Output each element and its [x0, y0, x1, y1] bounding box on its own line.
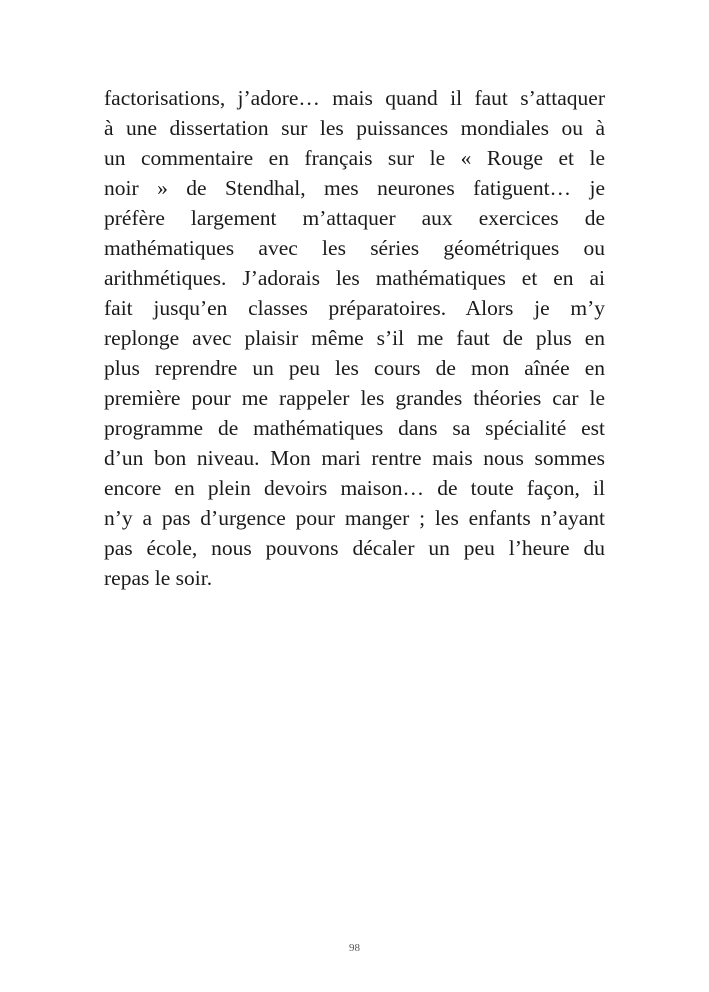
- text-line: repas le soir.: [104, 566, 213, 590]
- text-line: n’y a pas d’urgence pour manger ; les enfants n’ayant: [104, 506, 605, 530]
- text-line: arithmétiques. J’adorais les mathématiques et en ai: [104, 266, 605, 290]
- text-line: première pour me rappeler les grandes théories car le: [104, 386, 605, 410]
- text-line: programme de mathématiques dans sa spécialité est: [104, 416, 605, 440]
- text-line: un commentaire en français sur le « Rouge et le: [104, 146, 605, 170]
- text-line: mathématiques avec les séries géométriques ou: [104, 236, 605, 260]
- text-line: pas école, nous pouvons décaler un peu l’heure du: [104, 536, 605, 560]
- text-line: préfère largement m’attaquer aux exercices de: [104, 206, 605, 230]
- page-number: 98: [349, 942, 360, 954]
- text-line: noir » de Stendhal, mes neurones fatiguent… je: [104, 176, 605, 200]
- text-line: à une dissertation sur les puissances mondiales ou à: [104, 116, 605, 140]
- text-line: fait jusqu’en classes préparatoires. Alors je m’y: [104, 296, 605, 320]
- text-line: factorisations, j’adore… mais quand il faut s’attaquer: [104, 86, 605, 110]
- text-line: replonge avec plaisir même s’il me faut de plus en: [104, 326, 605, 350]
- text-line: plus reprendre un peu les cours de mon aînée en: [104, 356, 605, 380]
- body-paragraph: [104, 83, 605, 593]
- text-line: encore en plein devoirs maison… de toute façon, il: [104, 476, 605, 500]
- text-line: d’un bon niveau. Mon mari rentre mais nous sommes: [104, 446, 605, 470]
